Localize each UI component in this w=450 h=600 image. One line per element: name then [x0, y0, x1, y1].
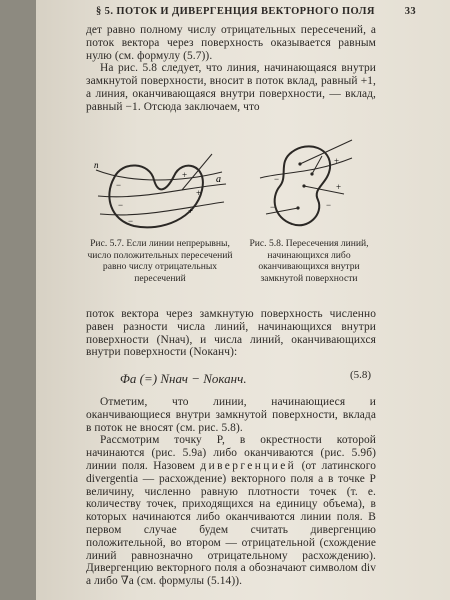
text-run: (от латинского divergentia — расхождение) векторного поля a в точке P величину, численно равную плотности точек (т. е. количеству точек, приходящихся на единицу объема), в которых начинаются либо оканчиваются линии поля. В первом случае будем считать дивергенцию положительной, во втором — отрицательной (схождение линий равнозначно отрицательному расхождению). Дивергенцию векторного поля a обозначают символом div a либо ∇a (см. формулы (5.14)). [86, 459, 377, 588]
page-number: 33 [404, 6, 416, 17]
paragraph: На рис. 5.8 следует, что линия, начинающаяся внутри замкнутой поверхности, вносит в поток вклад, равный +1, а линия, оканчивающаяся внутри поверхности, — вклад, равный −1. Отсюда заключаем, что [86, 62, 376, 113]
formula-5-8: Φa (=) Nнач − Nоканч. [120, 371, 247, 386]
top-text-block [86, 24, 376, 114]
svg-text:+: + [334, 156, 340, 166]
bottom-text-block [86, 396, 376, 588]
paragraph: Отметим, что линии, начинающиеся и оканчивающиеся внутри замкнутой поверхности, вклада в поток не вносят (см. рис. 5.8). [86, 396, 376, 434]
svg-text:−: − [118, 200, 124, 210]
svg-text:−: − [270, 202, 276, 212]
equation-number: (5.8) [350, 369, 372, 381]
svg-text:+: + [188, 206, 194, 216]
svg-text:−: − [326, 200, 332, 210]
text-run: Рассмотрим точку P, в окрестности которой начинаются (рис. 5.9a) либо оканчиваются (рис. 5.9б) линии поля. Назовем [86, 434, 376, 472]
svg-text:+: + [196, 188, 202, 198]
paragraph [86, 434, 376, 588]
label-a: a [216, 174, 221, 185]
figure-5-7 [92, 148, 232, 238]
paragraph: поток вектора через замкнутую поверхность численно равен разности числа линий, начинающихся внутри поверхности (Nнач), и числа линий, оканчивающихся внутри поверхности (Nоканч): [86, 308, 376, 359]
running-header [96, 6, 416, 17]
middle-text-block [86, 308, 376, 359]
figure-5-8 [252, 138, 372, 234]
svg-text:+: + [182, 170, 188, 180]
paragraph: дет равно полному числу отрицательных пересечений, а поток вектора через поверхность оказывается равным нулю (см. формулу (5.7)). [86, 24, 376, 62]
svg-text:+: + [336, 182, 342, 192]
caption-fig-5-7: Рис. 5.7. Если линии непрерывны, число положительных пересечений равно числу отрицательных пересечений [87, 238, 233, 284]
caption-fig-5-8: Рис. 5.8. Пересечения линий, начинающихся либо оканчивающихся внутри замкнутой поверхности [249, 238, 369, 284]
svg-text:−: − [128, 216, 134, 226]
svg-text:−: − [274, 174, 280, 184]
header-title: § 5. ПОТОК И ДИВЕРГЕНЦИЯ ВЕКТОРНОГО ПОЛЯ [96, 6, 375, 17]
label-n: n [94, 160, 99, 170]
term-divergence: дивергенцией [200, 459, 297, 472]
svg-text:−: − [116, 180, 122, 190]
